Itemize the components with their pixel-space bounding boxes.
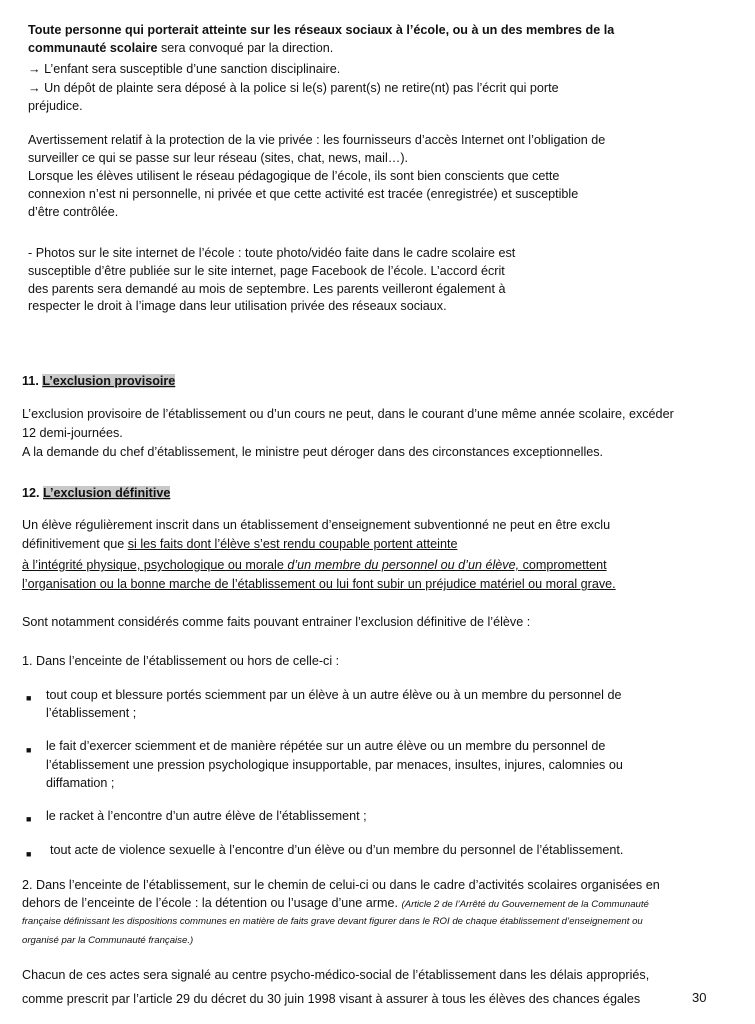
bullet-icon: ■ xyxy=(26,814,32,824)
section-heading-11: 11. L’exclusion provisoire xyxy=(22,374,176,388)
bullet-item: l’établissement une pression psychologique insupportable, par menaces, insultes, injures, calomnies ou xyxy=(46,758,623,772)
closing-text: comme prescrit par l’article 29 du décret du 30 juin 1998 visant à assurer à tous les élèves des chances égales xyxy=(22,992,641,1006)
section12-underlined-text: l’organisation ou la bonne marche de l’établissement ou lui font subir un préjudice matériel ou moral grave. xyxy=(22,577,616,591)
privacy-line: Lorsque les élèves utilisent le réseau pédagogique de l’école, ils sont bien conscients que cette xyxy=(28,169,560,183)
bullet-item: le fait d’exercer sciemment et de manière répétée sur un autre élève ou un membre du personnel de xyxy=(46,739,606,753)
bullet-icon: ■ xyxy=(26,693,32,703)
photos-line: susceptible d’être publiée sur le site internet, page Facebook de l’école. L’accord écrit xyxy=(28,264,505,278)
bullet-item: l’établissement ; xyxy=(46,706,137,720)
paragraph-line: préjudice. xyxy=(28,99,83,113)
section12-text: Un élève régulièrement inscrit dans un établissement d’enseignement subventionné ne peut en être exclu xyxy=(22,518,611,532)
social-warning-line2: communauté scolaire sera convoqué par la direction. xyxy=(28,41,334,55)
privacy-line: d’être contrôlée. xyxy=(28,205,119,219)
privacy-line: connexion n’est ni personnelle, ni privée et que cette activité est tracée (enregistrée) et susceptible xyxy=(28,187,579,201)
section11-text: 12 demi-journées. xyxy=(22,426,123,440)
photos-line: respecter le droit à l’image dans leur utilisation privée des réseaux sociaux. xyxy=(28,299,447,313)
section11-text: L’exclusion provisoire de l’établissement ou d’un cours ne peut, dans le courant d’une même année scolaire, excéder xyxy=(22,407,674,421)
section-heading-12: 12. L’exclusion définitive xyxy=(22,486,171,500)
photos-line: - Photos sur le site internet de l’école : toute photo/vidéo faite dans le cadre scolaire est xyxy=(28,246,516,260)
legal-reference: française définissant les dispositions communes en matière de faits grave devant figurer dans le ROI de chaque établissement d’enseignement ou xyxy=(22,916,643,927)
privacy-line: Avertissement relatif à la protection de la vie privée : les fournisseurs d’accès Internet ont l’obligation de xyxy=(28,133,606,147)
arrow-item: → L’enfant sera susceptible d’une sanction disciplinaire. xyxy=(28,62,341,76)
bullet-item: tout acte de violence sexuelle à l’encontre d’un élève ou d’un membre du personnel de l’établissement. xyxy=(50,843,624,857)
social-warning-line1: Toute personne qui porterait atteinte sur les réseaux sociaux à l’école, ou à un des membres de la xyxy=(28,23,615,37)
privacy-line: surveiller ce qui se passe sur leur réseau (sites, chat, news, mail…). xyxy=(28,151,409,165)
section12-text: Sont notamment considérés comme faits pouvant entrainer l’exclusion définitive de l’élève : xyxy=(22,615,531,629)
list-heading: 2. Dans l’enceinte de l’établissement, sur le chemin de celui-ci ou dans le cadre d’activités scolaires organisées en xyxy=(22,878,660,892)
section11-text: A la demande du chef d’établissement, le ministre peut déroger dans des circonstances exceptionnelles. xyxy=(22,445,604,459)
arrow-item: → Un dépôt de plainte sera déposé à la police si le(s) parent(s) ne retire(nt) pas l’écrit qui porte xyxy=(28,81,559,95)
page-number: 30 xyxy=(692,990,707,1005)
list-heading: 1. Dans l’enceinte de l’établissement ou hors de celle-ci : xyxy=(22,654,340,668)
list-heading: dehors de l’enceinte de l’école : la détention ou l’usage d’une arme. (Article 2 de l’Arrêté du Gouvernement de la Communauté xyxy=(22,896,649,910)
bullet-item: tout coup et blessure portés sciemment par un élève à un autre élève ou à un membre du personnel de xyxy=(46,688,622,702)
bullet-item: le racket à l’encontre d’un autre élève de l’établissement ; xyxy=(46,809,367,823)
legal-reference: organisé par la Communauté française.) xyxy=(22,935,194,946)
bullet-icon: ■ xyxy=(26,849,32,859)
bullet-icon: ■ xyxy=(26,745,32,755)
section12-underlined-text: à l’intégrité physique, psychologique ou morale d’un membre du personnel ou d’un élève, compromettent xyxy=(22,558,607,572)
photos-line: des parents sera demandé au mois de septembre. Les parents veilleront également à xyxy=(28,282,506,296)
closing-text: Chacun de ces actes sera signalé au centre psycho-médico-social de l’établissement dans les délais appropriés, xyxy=(22,968,650,982)
bullet-item: diffamation ; xyxy=(46,776,115,790)
section12-text: définitivement que si les faits dont l’élève s’est rendu coupable portent atteinte xyxy=(22,537,458,551)
